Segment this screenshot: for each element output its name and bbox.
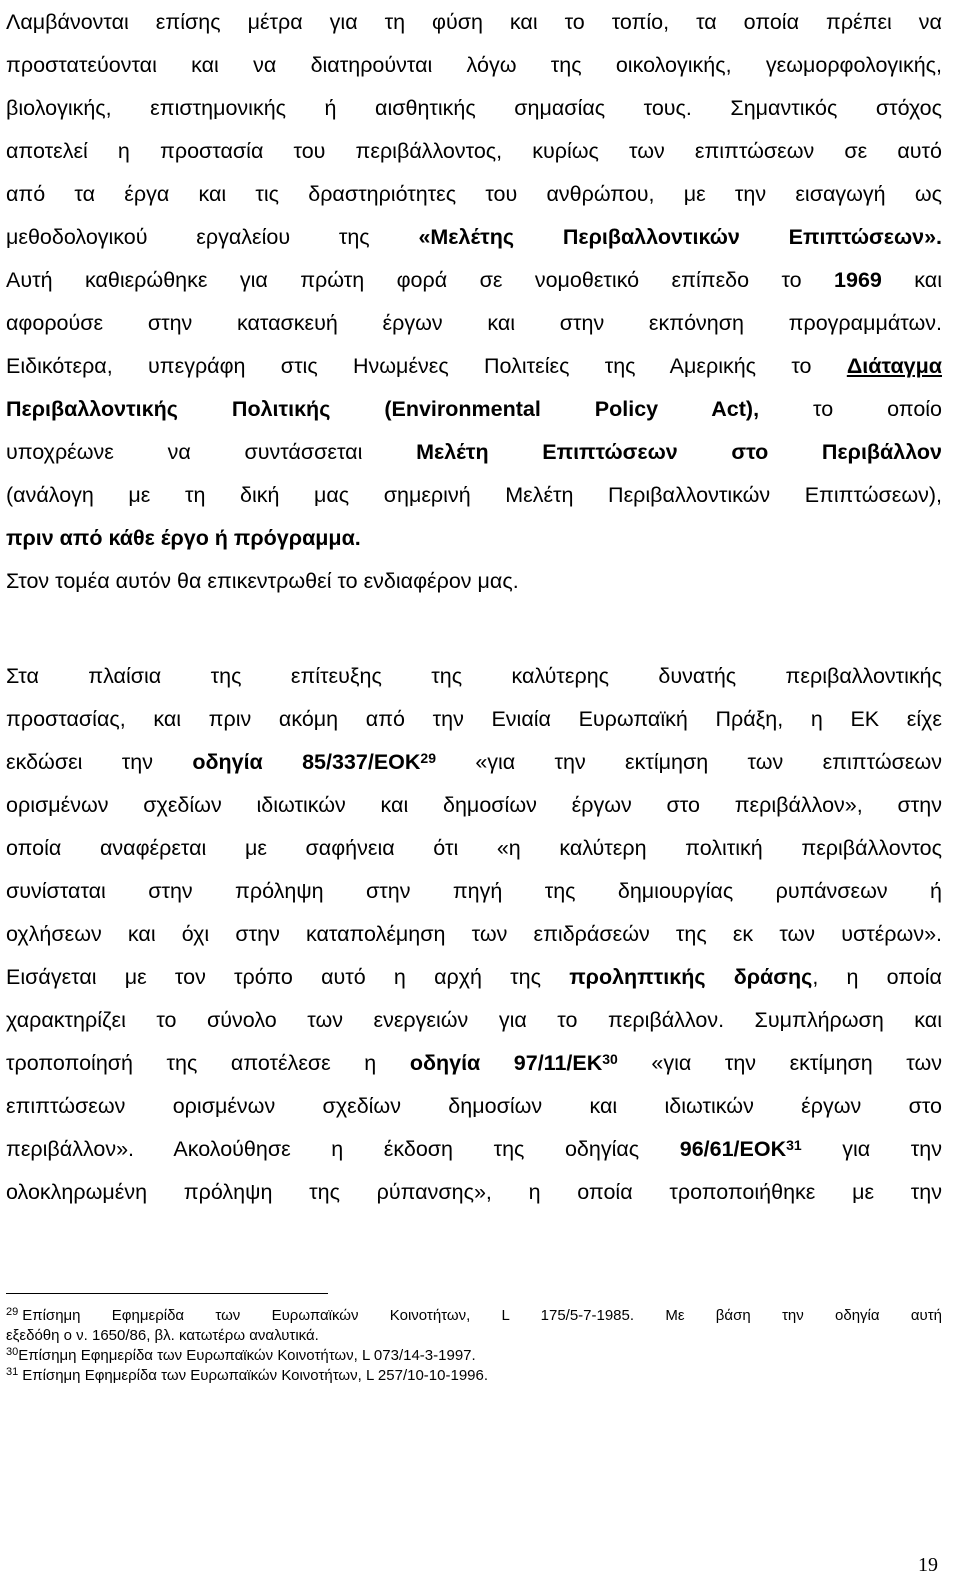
footnote-30-number: 30 bbox=[6, 1346, 19, 1358]
footnote-30-text: Επίσημη Εφημερίδα των Ευρωπαϊκών Κοινοτήτων, L 073/14-3-1997. bbox=[18, 1347, 476, 1364]
p2-line-12-bold: 96/61/ΕΟΚ bbox=[679, 1137, 787, 1161]
p2-line-10 bbox=[6, 1050, 942, 1077]
p2-line-2: προστασίας, και πριν ακόμη από την Ενιαία Ευρωπαϊκή Πράξη, η ΕΚ είχε bbox=[6, 707, 942, 731]
p1-line-14: Στον τομέα αυτόν θα επικεντρωθεί το ενδιαφέρον μας. bbox=[6, 569, 519, 593]
p1-line-7-end: και bbox=[914, 268, 942, 292]
p1-line-9-bold: Διάταγμα bbox=[846, 354, 942, 378]
p2-line-7: οχλήσεων και όχι στην καταπολέμηση των επιδράσεών της εκ των υστέρων». bbox=[6, 922, 942, 946]
p2-line-3-end: «για την εκτίμηση των επιπτώσεων bbox=[475, 750, 942, 774]
p2-line-3 bbox=[6, 749, 942, 776]
p1-line-10 bbox=[6, 396, 942, 423]
p1-line-5: από τα έργα και τις δραστηριότητες του ανθρώπου, με την εισαγωγή ως bbox=[6, 182, 942, 206]
p1-line-13 bbox=[6, 525, 942, 552]
p2-line-11: επιπτώσεων ορισμένων σχεδίων δημοσίων και ιδιωτικών έργων στο bbox=[6, 1094, 942, 1118]
p1-line-6-text: μεθοδολογικού εργαλείου της bbox=[6, 225, 370, 249]
p2-line-4: ορισμένων σχεδίων ιδιωτικών και δημοσίων έργων στο περιβάλλον», στην bbox=[6, 793, 942, 817]
p1-line-9-text: Ειδικότερα, υπεγράφη στις Ηνωμένες Πολιτείες της Αμερικής το bbox=[6, 354, 812, 378]
p2-line-10-text: τροποποίησή της αποτέλεσε η bbox=[6, 1051, 377, 1075]
p2-line-8-bold: προληπτικής δράσης bbox=[569, 965, 813, 989]
p1-line-6-bold: «Μελέτης Περιβαλλοντικών Επιπτώσεων». bbox=[418, 225, 942, 249]
footnote-ref-29: 29 bbox=[420, 750, 436, 766]
p2-line-8 bbox=[6, 964, 942, 991]
p2-line-12-text: περιβάλλον». Ακολούθησε η έκδοση της οδηγίας bbox=[6, 1137, 640, 1161]
footnote-29-line-1 bbox=[6, 1306, 942, 1326]
p2-line-5: οποία αναφέρεται με σαφήνεια ότι «η καλύτερη πολιτική περιβάλλοντος bbox=[6, 836, 942, 860]
p1-line-13-bold: πριν από κάθε έργο ή πρόγραμμα. bbox=[6, 526, 361, 550]
p1-line-7-text: Αυτή καθιερώθηκε για πρώτη φορά σε νομοθετικό επίπεδο το bbox=[6, 268, 802, 292]
p2-line-10-end: «για την εκτίμηση των bbox=[651, 1051, 943, 1075]
p2-line-9: χαρακτηρίζει το σύνολο των ενεργειών για το περιβάλλον. Συμπλήρωση και bbox=[6, 1008, 942, 1032]
footnote-31 bbox=[6, 1366, 942, 1386]
footnote-31-number: 31 bbox=[6, 1366, 19, 1378]
p1-line-7 bbox=[6, 267, 942, 294]
p1-line-2: προστατεύονται και να διατηρούνται λόγω της οικολογικής, γεωμορφολογικής, bbox=[6, 53, 942, 77]
footnote-29-line-2: εξεδόθη ο ν. 1650/86, βλ. κατωτέρω αναλυτικά. bbox=[6, 1327, 319, 1344]
p2-line-12-end: για την bbox=[842, 1137, 942, 1161]
p1-line-11-bold: Μελέτη Επιπτώσεων στο Περιβάλλον bbox=[416, 440, 942, 464]
p2-line-8-comma: , η οποία bbox=[812, 965, 942, 989]
p2-line-12 bbox=[6, 1136, 942, 1163]
p1-line-12: (ανάλογη με τη δική μας σημερινή Μελέτη Περιβαλλοντικών Επιπτώσεων), bbox=[6, 483, 942, 507]
p1-line-11 bbox=[6, 439, 942, 466]
footnote-29-text: Επίσημη Εφημερίδα των Ευρωπαϊκών Κοινοτήτων, L 175/5-7-1985. Με βάση την οδηγία αυτή bbox=[22, 1307, 942, 1324]
p1-line-8: αφορούσε στην κατασκευή έργων και στην εκπόνηση προγραμμάτων. bbox=[6, 311, 942, 335]
footnote-29-number: 29 bbox=[6, 1306, 19, 1318]
p2-line-13: ολοκληρωμένη πρόληψη της ρύπανσης», η οποία τροποποιήθηκε με την bbox=[6, 1180, 942, 1204]
p2-line-3-text: εκδώσει την bbox=[6, 750, 153, 774]
p1-line-4: αποτελεί η προστασία του περιβάλλοντος, κυρίως των επιπτώσεων σε αυτό bbox=[6, 139, 942, 163]
footnote-30 bbox=[6, 1346, 942, 1366]
page-number: 19 bbox=[918, 1554, 938, 1576]
p2-line-10-bold: οδηγία 97/11/ΕΚ bbox=[409, 1051, 603, 1075]
p1-line-10-bold: Περιβαλλοντικής Πολιτικής (Environmental Policy Act), bbox=[6, 397, 760, 421]
p1-line-9 bbox=[6, 353, 942, 380]
footnote-divider bbox=[6, 1293, 328, 1294]
footnote-ref-30: 30 bbox=[602, 1051, 618, 1067]
p2-line-1: Στα πλαίσια της επίτευξης της καλύτερης δυνατής περιβαλλοντικής bbox=[6, 664, 942, 688]
p1-line-11-text: υποχρέωνε να συντάσσεται bbox=[6, 440, 363, 464]
p1-line-10-text: το οποίο bbox=[813, 397, 943, 421]
p2-line-3-bold: οδηγία 85/337/ΕΟΚ bbox=[192, 750, 421, 774]
p2-line-8-text: Εισάγεται με τον τρόπο αυτό η αρχή της bbox=[6, 965, 541, 989]
footnote-31-text: Επίσημη Εφημερίδα των Ευρωπαϊκών Κοινοτήτων, L 257/10-10-1996. bbox=[22, 1367, 489, 1384]
p1-line-3: βιολογικής, επιστημονικής ή αισθητικής σημασίας τους. Σημαντικός στόχος bbox=[6, 96, 942, 120]
footnote-ref-31: 31 bbox=[786, 1137, 802, 1153]
p2-line-6: συνίσταται στην πρόληψη στην πηγή της δημιουργίας ρυπάνσεων ή bbox=[6, 879, 942, 903]
p1-line-6 bbox=[6, 224, 942, 251]
p1-line-7-year: 1969 bbox=[834, 268, 882, 292]
p1-line-1: Λαμβάνονται επίσης μέτρα για τη φύση και το τοπίο, τα οποία πρέπει να bbox=[6, 10, 942, 34]
